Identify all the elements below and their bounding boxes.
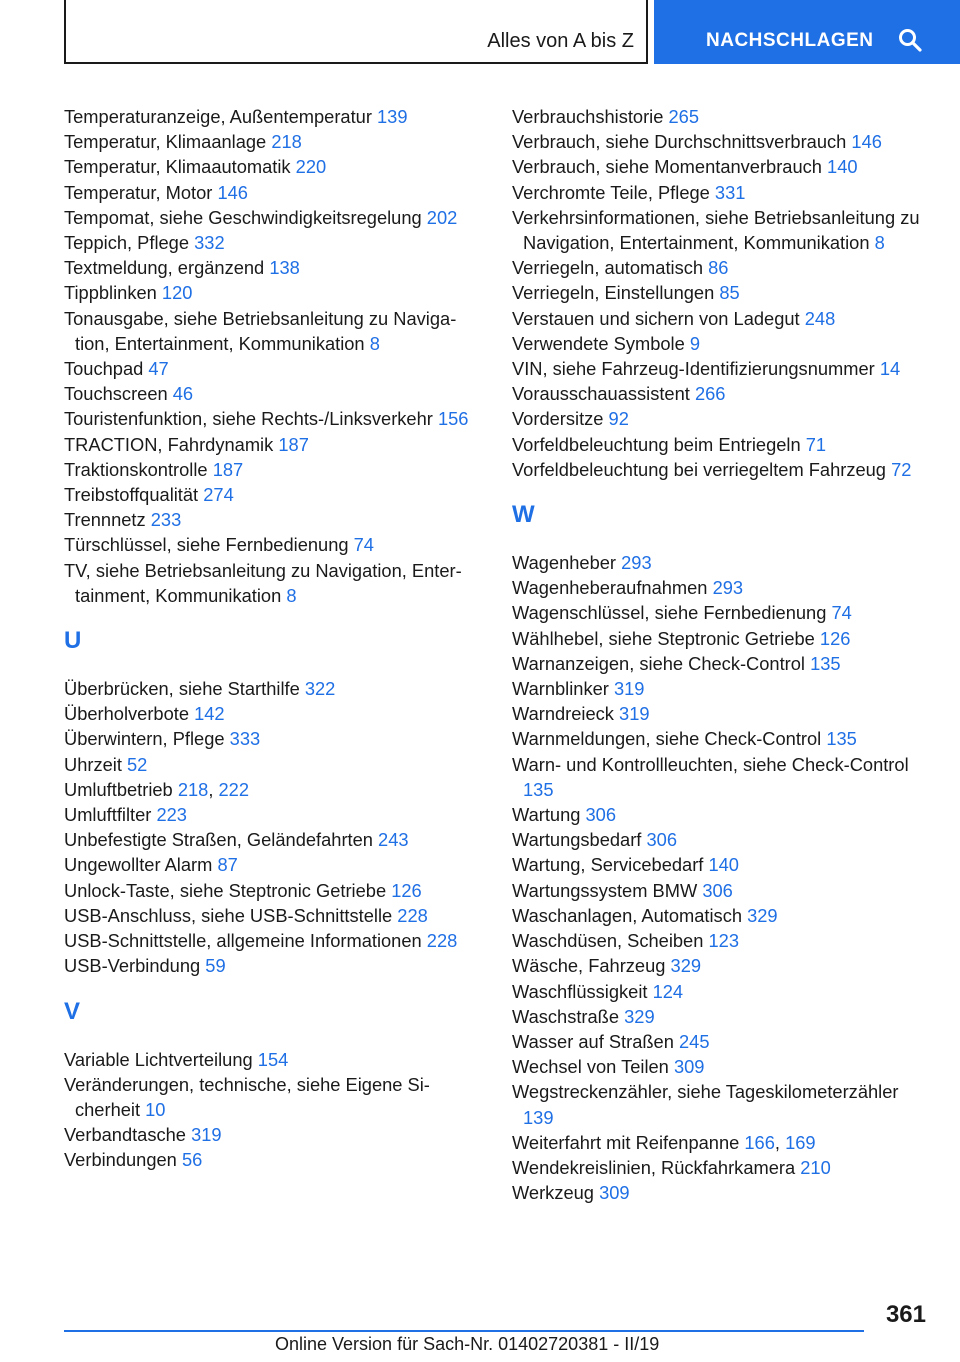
page-reference-link[interactable]: 8	[286, 584, 297, 606]
index-entry	[512, 255, 924, 280]
page-reference-link[interactable]: 46	[172, 383, 194, 405]
page-reference-link[interactable]: 319	[613, 678, 645, 700]
page-reference-link[interactable]: 123	[708, 930, 739, 952]
page-reference-link[interactable]: 293	[712, 577, 744, 599]
index-entry	[512, 432, 924, 457]
index-entry	[64, 1047, 484, 1072]
index-entry	[512, 205, 924, 255]
index-entry-term: Temperatur, Motor	[64, 181, 213, 203]
index-entry	[64, 255, 484, 280]
index-entry	[512, 802, 924, 827]
index-entry	[64, 280, 484, 305]
index-letter-heading: U	[64, 627, 82, 655]
page-reference-link[interactable]: 202	[426, 206, 458, 228]
index-entry-term: Wasser auf Straßen	[512, 1030, 674, 1052]
index-entry-term: Umluftfilter	[64, 804, 152, 826]
index-entry-term: Überholverbote	[64, 703, 189, 725]
index-entry	[512, 878, 924, 903]
page-reference-link[interactable]: 47	[148, 358, 169, 380]
page-reference-link[interactable]: 74	[831, 602, 852, 624]
index-entry-term: Umluftbetrieb	[64, 778, 173, 800]
index-entry-term: Treibstoffqualität	[64, 484, 199, 506]
index-entry	[64, 482, 484, 507]
index-entry	[64, 827, 484, 852]
index-entry	[64, 457, 484, 482]
page-reference-link[interactable]: 218	[271, 131, 302, 153]
page-reference-link[interactable]: 92	[608, 408, 629, 430]
page-reference-link[interactable]: 74	[353, 534, 374, 556]
index-entry-term: Verbrauchshistorie	[512, 106, 664, 127]
index-entry-term: Temperatur, Klimaautomatik	[64, 156, 291, 178]
index-entry	[64, 903, 484, 928]
page-reference-link[interactable]: 329	[624, 1005, 655, 1027]
index-entry-term: Temperaturanzeige, Außentemperatur	[64, 106, 372, 127]
index-entry	[64, 154, 484, 179]
index-entry	[64, 180, 484, 205]
index-entry	[512, 1180, 924, 1205]
page-reference-link[interactable]: 322	[304, 678, 336, 700]
page-reference-link[interactable]: 146	[851, 131, 882, 153]
index-entry-term: Verstauen und sichern von Ladegut	[512, 307, 800, 329]
index-entry-term: Wagenheber	[512, 552, 617, 574]
page-reference-link[interactable]: 266	[694, 383, 726, 405]
page-reference-link[interactable]: 329	[670, 955, 702, 977]
page-reference-link[interactable]: 59	[205, 955, 226, 977]
header-title-box	[64, 0, 648, 64]
index-entry-term: Traktionskontrolle	[64, 458, 208, 480]
header-title: Alles von A bis Z	[487, 30, 634, 52]
index-entry-term: Unbefestigte Straßen, Geländefahrten	[64, 829, 373, 851]
index-entry-term: USB-Anschluss, siehe USB-Schnittstelle	[64, 904, 393, 926]
index-entry: Weiterfahrt mit Reifenpanne 166, 169	[512, 1131, 816, 1153]
index-entry	[512, 827, 924, 852]
index-entry-term: Tonausgabe, siehe Betriebsanleitung zu Navigation, Entertainment, Kommunikation	[64, 307, 457, 354]
index-entry-term: Vorfeldbeleuchtung beim Entriegeln	[512, 433, 801, 455]
page-reference-link[interactable]: 120	[161, 282, 193, 304]
index-entry-term: Wartung	[512, 804, 581, 826]
index-entry-term: Uhrzeit	[64, 753, 122, 775]
page-reference-link[interactable]: 306	[646, 829, 677, 851]
index-entry	[64, 701, 484, 726]
index-entry	[512, 1029, 924, 1054]
page-reference-link[interactable]: 140	[827, 156, 858, 178]
index-entry	[64, 928, 484, 953]
index-entry-term: Warnblinker	[512, 678, 609, 700]
index-entry-term: Temperatur, Klimaanlage	[64, 131, 267, 153]
index-entry-term: Verbrauch, siehe Durchschnittsverbrauch	[512, 131, 847, 153]
page-reference-link[interactable]: 139	[377, 106, 408, 127]
page-reference-link[interactable]: 52	[127, 753, 148, 775]
index-entry	[512, 381, 924, 406]
page-reference-link[interactable]: 329	[747, 904, 778, 926]
page-reference-link[interactable]: 169	[785, 1131, 816, 1153]
index-entry-term: Verchromte Teile, Pflege	[512, 181, 710, 203]
index-entry	[64, 432, 484, 457]
index-entry	[512, 953, 924, 978]
index-entry	[512, 651, 924, 676]
page-reference-link[interactable]: 156	[437, 408, 469, 430]
index-column-left	[64, 104, 484, 1173]
index-entry-term: Verbandtasche	[64, 1124, 186, 1146]
page-reference-link[interactable]: 124	[652, 980, 684, 1002]
page-reference-link[interactable]: 86	[708, 257, 729, 279]
page-reference-link[interactable]: 135	[810, 652, 841, 674]
page-reference-link[interactable]: 243	[378, 829, 409, 851]
index-entry	[512, 600, 924, 625]
online-version-note: Online Version für Sach-Nr. 01402720381 - II/19	[275, 1334, 660, 1354]
page-reference-link[interactable]: 223	[156, 804, 187, 826]
index-entry	[512, 626, 924, 651]
index-entry-term: Variable Lichtverteilung	[64, 1048, 253, 1070]
page-reference-link[interactable]: 187	[212, 458, 244, 480]
page-reference-link[interactable]: 56	[181, 1149, 203, 1171]
index-entry-term: Wechsel von Teilen	[512, 1056, 669, 1078]
page-reference-link[interactable]: 126	[391, 879, 422, 901]
index-entry	[64, 306, 484, 356]
index-entry-term: Waschflüssigkeit	[512, 980, 648, 1002]
index-entry	[512, 356, 924, 381]
index-entry	[64, 381, 484, 406]
page-reference-link[interactable]: 319	[191, 1124, 222, 1146]
index-entry-term: Warn- und Kontrollleuchten, siehe Check-Control	[512, 753, 909, 775]
index-entry	[64, 205, 484, 230]
index-entry	[64, 507, 484, 532]
index-entry-term: Unlock-Taste, siehe Steptronic Getriebe	[64, 879, 387, 901]
page-reference-link[interactable]: 265	[668, 106, 700, 127]
index-entry	[64, 726, 484, 751]
index-entry	[512, 331, 924, 356]
index-column-right	[512, 104, 924, 1205]
page-reference-link[interactable]: 138	[269, 257, 300, 279]
page-reference-link[interactable]: 248	[804, 307, 836, 329]
header-section-label: NACHSCHLAGEN	[706, 30, 874, 51]
index-entry-term: Überbrücken, siehe Starthilfe	[64, 678, 300, 700]
index-entry	[512, 306, 924, 331]
page-reference-link[interactable]: 228	[426, 930, 458, 952]
page-reference-link[interactable]: 154	[257, 1048, 289, 1070]
page-reference-link[interactable]: 332	[194, 232, 225, 254]
index-entry	[512, 406, 924, 431]
index-entry-term: Türschlüssel, siehe Fernbedienung	[64, 534, 349, 556]
index-entry-term: Veränderungen, technische, siehe Eigene Sicherheit	[64, 1073, 430, 1120]
page-reference-link[interactable]: 331	[714, 181, 746, 203]
page-reference-link[interactable]: 9	[689, 332, 701, 354]
index-entry	[64, 406, 484, 431]
index-entry: Umluftbetrieb 218, 222	[64, 778, 250, 800]
index-entry-term: Wartungsbedarf	[512, 829, 642, 851]
index-entry	[64, 129, 484, 154]
page-reference-link[interactable]: 71	[805, 433, 827, 455]
index-entry-term: Wegstreckenzähler, siehe Tageskilometerzähler	[512, 1081, 899, 1103]
index-entry	[64, 1147, 484, 1172]
index-entry-term: Warnanzeigen, siehe Check-Control	[512, 652, 805, 674]
page-reference-link[interactable]: 333	[229, 728, 261, 750]
index-entry	[64, 230, 484, 255]
index-letter-heading: V	[64, 997, 81, 1025]
index-entry-term: Trennnetz	[64, 509, 146, 531]
page-reference-link[interactable]: 87	[217, 854, 238, 876]
page-reference-link[interactable]: 135	[826, 728, 857, 750]
index-entry-term: Wartung, Servicebedarf	[512, 854, 704, 876]
page-reference-link[interactable]: 139	[523, 1106, 554, 1128]
index-entry-term: Wendekreislinien, Rückfahrkamera	[512, 1156, 796, 1178]
index-entry	[64, 558, 484, 608]
index-entry-term: Waschstraße	[512, 1005, 620, 1027]
index-entry	[512, 701, 924, 726]
page-reference-link[interactable]: 146	[217, 181, 248, 203]
page-reference-link[interactable]: 293	[621, 552, 652, 574]
index-entry-term: Waschdüsen, Scheiben	[512, 930, 704, 952]
index-entry-term: Ungewollter Alarm	[64, 854, 213, 876]
index-letter-heading: W	[512, 501, 535, 529]
index-entry	[512, 752, 924, 802]
page-reference-link[interactable]: 142	[194, 703, 225, 725]
index-entry-term: Wagenschlüssel, siehe Fernbedienung	[512, 602, 827, 624]
index-entry	[64, 104, 484, 129]
index-entry	[64, 1072, 484, 1122]
index-entry	[64, 752, 484, 777]
nachschlagen-tab[interactable]	[654, 0, 960, 64]
page-reference-link[interactable]: 228	[397, 904, 428, 926]
index-entry	[512, 280, 924, 305]
index-entry	[512, 852, 924, 877]
index-entry-term: Verriegeln, automatisch	[512, 257, 704, 279]
index-entry-term: Textmeldung, ergänzend	[64, 257, 265, 279]
index-entry-term: Verwendete Symbole	[512, 332, 685, 354]
index-entry-term: Überwintern, Pflege	[64, 728, 225, 750]
index-entry	[512, 1004, 924, 1029]
index-entry-term: Vordersitze	[512, 408, 604, 430]
index-entry	[64, 802, 484, 827]
index-entry-term: Wählhebel, siehe Steptronic Getriebe	[512, 627, 815, 649]
page-number: 361	[885, 1301, 926, 1328]
index-entry-term: Touristenfunktion, siehe Rechts-/Linksverkehr	[64, 408, 433, 430]
index-entry-term: VIN, siehe Fahrzeug-Identifizierungsnummer	[512, 358, 875, 380]
index-entry-term: Weiterfahrt mit Reifenpanne	[512, 1131, 740, 1153]
index-entry-term: TV, siehe Betriebsanleitung zu Navigation, Entertainment, Kommunikation	[64, 559, 462, 606]
index-entry-term: Waschanlagen, Automatisch	[512, 904, 742, 926]
index-entry	[64, 356, 484, 381]
index-entry-term: Tempomat, siehe Geschwindigkeitsregelung	[64, 206, 422, 228]
page-reference-link[interactable]: 309	[673, 1056, 705, 1078]
index-entry-term: Vorfeldbeleuchtung bei verriegeltem Fahrzeug	[512, 458, 886, 480]
index-entry	[64, 532, 484, 557]
index-entry	[64, 953, 484, 978]
index-entry	[512, 979, 924, 1004]
page-reference-link[interactable]: 166	[744, 1131, 775, 1153]
index-entry	[64, 676, 484, 701]
index-entry-term: Wartungssystem BMW	[512, 879, 698, 901]
page-reference-link[interactable]: 14	[879, 358, 901, 380]
page-reference-link[interactable]: 140	[708, 854, 739, 876]
index-entry	[512, 1155, 924, 1180]
index-entry-term: USB-Schnittstelle, allgemeine Informationen	[64, 930, 422, 952]
index-entry-term: Teppich, Pflege	[64, 232, 190, 254]
index-entry	[512, 928, 924, 953]
index-entry	[64, 1122, 484, 1147]
index-entry-term: Verriegeln, Einstellungen	[512, 282, 715, 304]
index-entry	[512, 104, 924, 129]
page-reference-link[interactable]: 187	[278, 433, 309, 455]
page-reference-link[interactable]: 306	[585, 804, 617, 826]
page-reference-link[interactable]: 8	[874, 232, 885, 254]
page-reference-link[interactable]: 309	[599, 1182, 630, 1204]
page-reference-link[interactable]: 220	[295, 156, 327, 178]
page-reference-link[interactable]: 233	[150, 509, 182, 531]
page-reference-link[interactable]: 126	[819, 627, 851, 649]
index-entry	[512, 180, 924, 205]
index-entry-term: Touchscreen	[64, 383, 168, 405]
index-entry	[512, 154, 924, 179]
page-reference-link[interactable]: 8	[369, 332, 380, 354]
index-entry-term: Warndreieck	[512, 703, 614, 725]
index-entry	[512, 1079, 924, 1129]
index-entry-term: TRACTION, Fahrdynamik	[64, 433, 274, 455]
index-entry	[64, 878, 484, 903]
page-reference-link[interactable]: 319	[619, 703, 650, 725]
index-entry	[64, 852, 484, 877]
page-reference-link[interactable]: 274	[203, 484, 234, 506]
index-entry-term: USB-Verbindung	[64, 955, 201, 977]
page-reference-link[interactable]: 210	[800, 1156, 831, 1178]
index-entry-term: Vorausschauassistent	[512, 383, 690, 405]
page-reference-link[interactable]: 218	[177, 778, 209, 800]
index-entry-term: Verbrauch, siehe Momentanverbrauch	[512, 156, 822, 178]
index-entry-term: Wagenheberaufnahmen	[512, 577, 708, 599]
search-icon[interactable]	[898, 28, 922, 52]
page-reference-link[interactable]: 72	[891, 458, 912, 480]
index-entry-term: Werkzeug	[512, 1182, 594, 1204]
page-reference-link[interactable]: 306	[702, 879, 733, 901]
index-entry	[512, 550, 924, 575]
index-entry	[512, 457, 924, 482]
index-entry	[512, 726, 924, 751]
page-reference-link[interactable]: 245	[678, 1030, 710, 1052]
index-entry-term: Tippblinken	[64, 282, 157, 304]
index-entry-term: Verbindungen	[64, 1149, 177, 1171]
page-reference-link[interactable]: 85	[719, 282, 740, 304]
index-entry	[512, 575, 924, 600]
index-entry-term: Touchpad	[64, 358, 144, 380]
index-entry-term: Warnmeldungen, siehe Check-Control	[512, 728, 822, 750]
page-reference-link[interactable]: 10	[145, 1098, 166, 1120]
index-entry	[512, 903, 924, 928]
index-entry-term: Verkehrsinformationen, siehe Betriebsanleitung zu Navigation, Entertainment, Kommunikation	[512, 206, 920, 254]
footer-divider	[64, 1330, 864, 1332]
index-entry	[512, 676, 924, 701]
page-reference-link[interactable]: 135	[523, 778, 554, 800]
index-entry	[512, 129, 924, 154]
index-entry-term: Wäsche, Fahrzeug	[512, 955, 666, 977]
page-reference-link[interactable]: 222	[218, 778, 250, 800]
index-entry	[512, 1054, 924, 1079]
